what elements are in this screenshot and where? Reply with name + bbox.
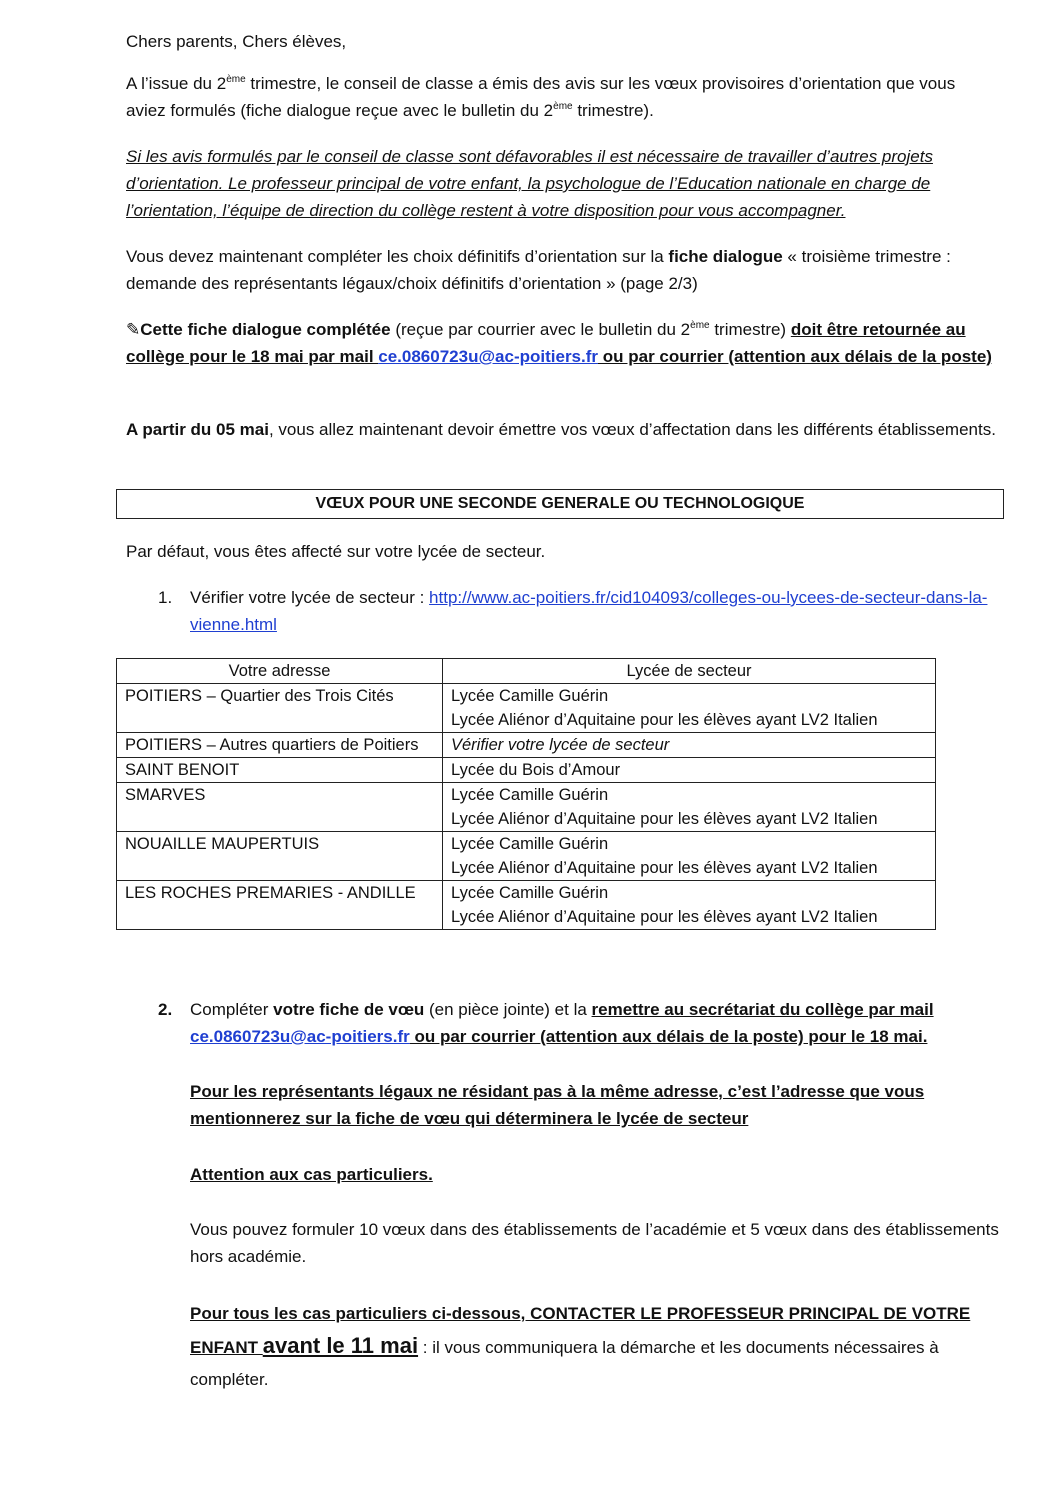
- lycee-line: Lycée Aliénor d’Aquitaine pour les élèves ayant LV2 Italien: [451, 859, 878, 877]
- intro-sup-1: ème: [226, 74, 246, 85]
- step-2-number: 2.: [158, 1000, 173, 1019]
- lycee-cell: [443, 733, 936, 758]
- warning-paragraph: Si les avis formulés par le conseil de classe sont défavorables il est nécessaire de travailler d’autres projets d’orientation. Le professeur principal de votre enfant, la psychologue de l’Education nationale en charge de l’orientation, l’équipe de direction du collège restent à votre disposition pour vous accompagner.: [126, 147, 933, 220]
- return-bold: Cette fiche dialogue complétée: [140, 320, 391, 339]
- step-1-label: Vérifier votre lycée de secteur :: [190, 588, 430, 607]
- lycee-line: Lycée Camille Guérin: [451, 786, 609, 804]
- step-2-text-2: (en pièce jointe) et la: [424, 1000, 592, 1019]
- step-2-email-link[interactable]: ce.0860723u@ac-poitiers.fr: [190, 1027, 410, 1046]
- greeting: Chers parents, Chers élèves,: [126, 32, 347, 51]
- step-2-bold: votre fiche de vœu: [273, 1000, 425, 1019]
- lycee-cell: [443, 758, 936, 783]
- step-2-text-1: Compléter: [190, 1000, 274, 1019]
- intro-text-2: trimestre, le conseil de classe a émis des avis sur les vœux provisoires d’orientation que vous aviez formulés (fiche dialogue reçue avec le bulletin du 2: [126, 74, 956, 120]
- lycee-line: Lycée du Bois d’Amour: [451, 761, 621, 779]
- contact-instruction: Pour tous les cas particuliers ci-dessous, CONTACTER LE PROFESSEUR PRINCIPAL DE VOTRE ENFANT: [190, 1304, 971, 1357]
- lycee-line: Lycée Camille Guérin: [451, 687, 609, 705]
- header-adresse: Votre adresse: [117, 659, 443, 684]
- intro-sup-2: ème: [553, 101, 573, 112]
- step-1-text: [190, 584, 1000, 638]
- complete-text-2: « troisième trimestre : demande des représentants légaux/choix définitifs d’orientation » (page 2/3): [126, 247, 951, 293]
- secteur-table: [116, 658, 936, 930]
- contact-paragraph: [190, 1298, 1000, 1396]
- step-2-text: [190, 996, 1000, 1050]
- table-row: [117, 783, 936, 832]
- lycee-line: Lycée Aliénor d’Aquitaine pour les élèves ayant LV2 Italien: [451, 810, 878, 828]
- complete-text-1: Vous devez maintenant compléter les choix définitifs d’orientation sur la: [126, 247, 669, 266]
- address-cell: SMARVES: [117, 783, 443, 832]
- special-cases-heading: Attention aux cas particuliers.: [190, 1165, 433, 1184]
- address-cell: POITIERS – Autres quartiers de Poitiers: [117, 733, 443, 758]
- writing-hand-icon: ✎: [126, 320, 141, 339]
- table-row: [117, 733, 936, 758]
- intro-text-1: A l’issue du 2: [126, 74, 227, 93]
- lycee-cell: [443, 783, 936, 832]
- default-assign: Par défaut, vous êtes affecté sur votre lycée de secteur.: [126, 542, 546, 561]
- header-lycee: Lycée de secteur: [443, 659, 936, 684]
- from-date-bold: A partir du 05 mai: [126, 420, 269, 439]
- return-deadline: doit être retournée au collège pour le 18 mai par mail: [126, 320, 966, 366]
- step-2-deadline: ou par courrier (attention aux délais de la poste) pour le 18 mai.: [409, 1027, 928, 1046]
- secteur-url-link[interactable]: http://www.ac-poitiers.fr/cid104093/colleges-ou-lycees-de-secteur-dans-la-vienne.html: [190, 588, 988, 634]
- return-text-2: trimestre): [709, 320, 791, 339]
- lycee-line: Vérifier votre lycée de secteur: [451, 736, 670, 754]
- from-date-text: , vous allez maintenant devoir émettre vos vœux d’affectation dans les différents établissements.: [268, 420, 996, 439]
- complete-paragraph: [126, 243, 996, 297]
- section-heading: VŒUX POUR UNE SECONDE GENERALE OU TECHNOLOGIQUE: [116, 489, 1004, 519]
- table-row: [117, 684, 936, 733]
- lycee-line: Lycée Camille Guérin: [451, 884, 609, 902]
- address-cell: SAINT BENOIT: [117, 758, 443, 783]
- table-row: [117, 881, 936, 930]
- table-header-row: [117, 659, 936, 684]
- complete-bold: fiche dialogue: [668, 247, 783, 266]
- return-email-link[interactable]: ce.0860723u@ac-poitiers.fr: [378, 347, 599, 366]
- address-cell: POITIERS – Quartier des Trois Cités: [117, 684, 443, 733]
- contact-rest: : il vous communiquera la démarche et les documents nécessaires à compléter.: [190, 1338, 939, 1389]
- intro-text-3: trimestre).: [572, 101, 654, 120]
- lycee-cell: [443, 684, 936, 733]
- return-deadline-2: ou par courrier (attention aux délais de la poste): [598, 347, 992, 366]
- lycee-cell: [443, 881, 936, 930]
- step-1-number: 1.: [158, 588, 173, 607]
- return-sup: ème: [690, 320, 710, 331]
- step-2-instruction: remettre au secrétariat du collège par mail: [591, 1000, 934, 1019]
- address-cell: LES ROCHES PREMARIES - ANDILLE: [117, 881, 443, 930]
- return-note-paragraph: [126, 316, 996, 370]
- contact-deadline: avant le 11 mai: [262, 1333, 419, 1358]
- table-row: [117, 758, 936, 783]
- from-date-paragraph: [126, 416, 996, 443]
- lycee-line: Lycée Aliénor d’Aquitaine pour les élèves ayant LV2 Italien: [451, 711, 878, 729]
- return-text-1: (reçue par courrier avec le bulletin du 2: [390, 320, 691, 339]
- lycee-line: Lycée Aliénor d’Aquitaine pour les élèves ayant LV2 Italien: [451, 908, 878, 926]
- lycee-cell: [443, 832, 936, 881]
- legal-reps-note: Pour les représentants légaux ne résidant pas à la même adresse, c’est l’adresse que vous mentionnerez sur la fiche de vœu qui déterminera le lycée de secteur: [190, 1082, 925, 1128]
- address-cell: NOUAILLE MAUPERTUIS: [117, 832, 443, 881]
- table-row: [117, 832, 936, 881]
- intro-paragraph: [126, 70, 996, 124]
- wishes-paragraph: Vous pouvez formuler 10 vœux dans des établissements de l’académie et 5 vœux dans des établissements hors académie.: [190, 1220, 999, 1266]
- lycee-line: Lycée Camille Guérin: [451, 835, 609, 853]
